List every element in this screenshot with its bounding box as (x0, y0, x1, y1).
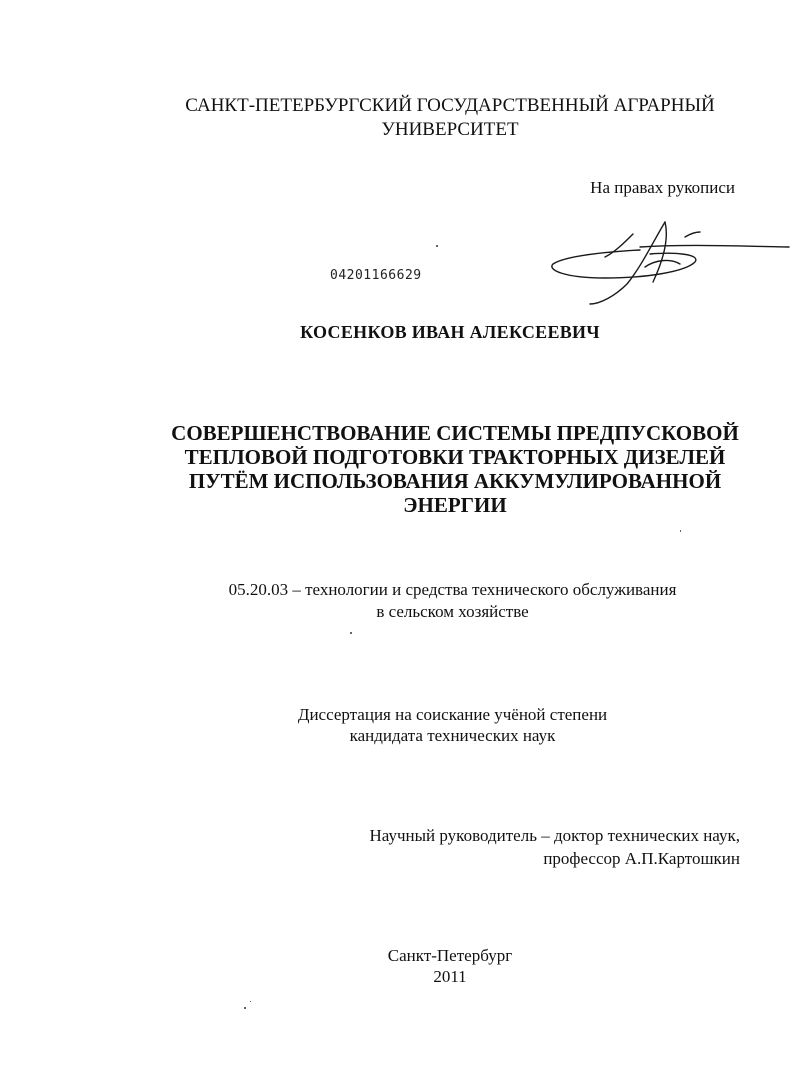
supervisor-line-2: профессор А.П.Картошкин (543, 849, 740, 868)
specialty-line-1: 05.20.03 – технологии и средства технического обслуживания (228, 580, 677, 599)
degree-line-2: кандидата технических наук (349, 726, 556, 745)
specialty-code (180, 579, 725, 623)
university-line-2: УНИВЕРСИТЕТ (381, 119, 519, 140)
scan-speck (350, 632, 352, 634)
title-line-3: ПУТЁМ ИСПОЛЬЗОВАНИЯ АККУМУЛИРОВАННОЙ (188, 469, 722, 493)
scan-speck (244, 1007, 246, 1009)
scan-speck (680, 530, 681, 532)
manuscript-note: На правах рукописи (590, 178, 735, 197)
city-year (300, 945, 600, 987)
university-line-1: САНКТ-ПЕТЕРБУРГСКИЙ ГОСУДАРСТВЕННЫЙ АГРАРНЫЙ (185, 95, 715, 116)
scan-speck (436, 245, 438, 247)
university-header (120, 94, 780, 142)
scan-speck (250, 1001, 251, 1002)
author-name: КОСЕНКОВ ИВАН АЛЕКСЕЕВИЧ (300, 322, 600, 342)
degree-line-1: Диссертация на соискание учёной степени (297, 705, 608, 724)
title-line-2: ТЕПЛОВОЙ ПОДГОТОВКИ ТРАКТОРНЫХ ДИЗЕЛЕЙ (184, 445, 726, 469)
supervisor-info (370, 824, 740, 870)
signature-image (545, 212, 790, 312)
degree-statement (200, 704, 705, 746)
dissertation-title (110, 421, 792, 517)
supervisor-line-1: Научный руководитель – доктор технических наук, (369, 826, 740, 845)
title-line-1: СОВЕРШЕНСТВОВАНИЕ СИСТЕМЫ ПРЕДПУСКОВОЙ (171, 421, 739, 445)
city-name: Санкт-Петербург (387, 946, 513, 965)
specialty-line-2: в сельском хозяйстве (376, 602, 529, 621)
title-line-4: ЭНЕРГИИ (403, 493, 507, 517)
archive-number: 04201166629 (330, 268, 422, 283)
year: 2011 (433, 967, 467, 986)
